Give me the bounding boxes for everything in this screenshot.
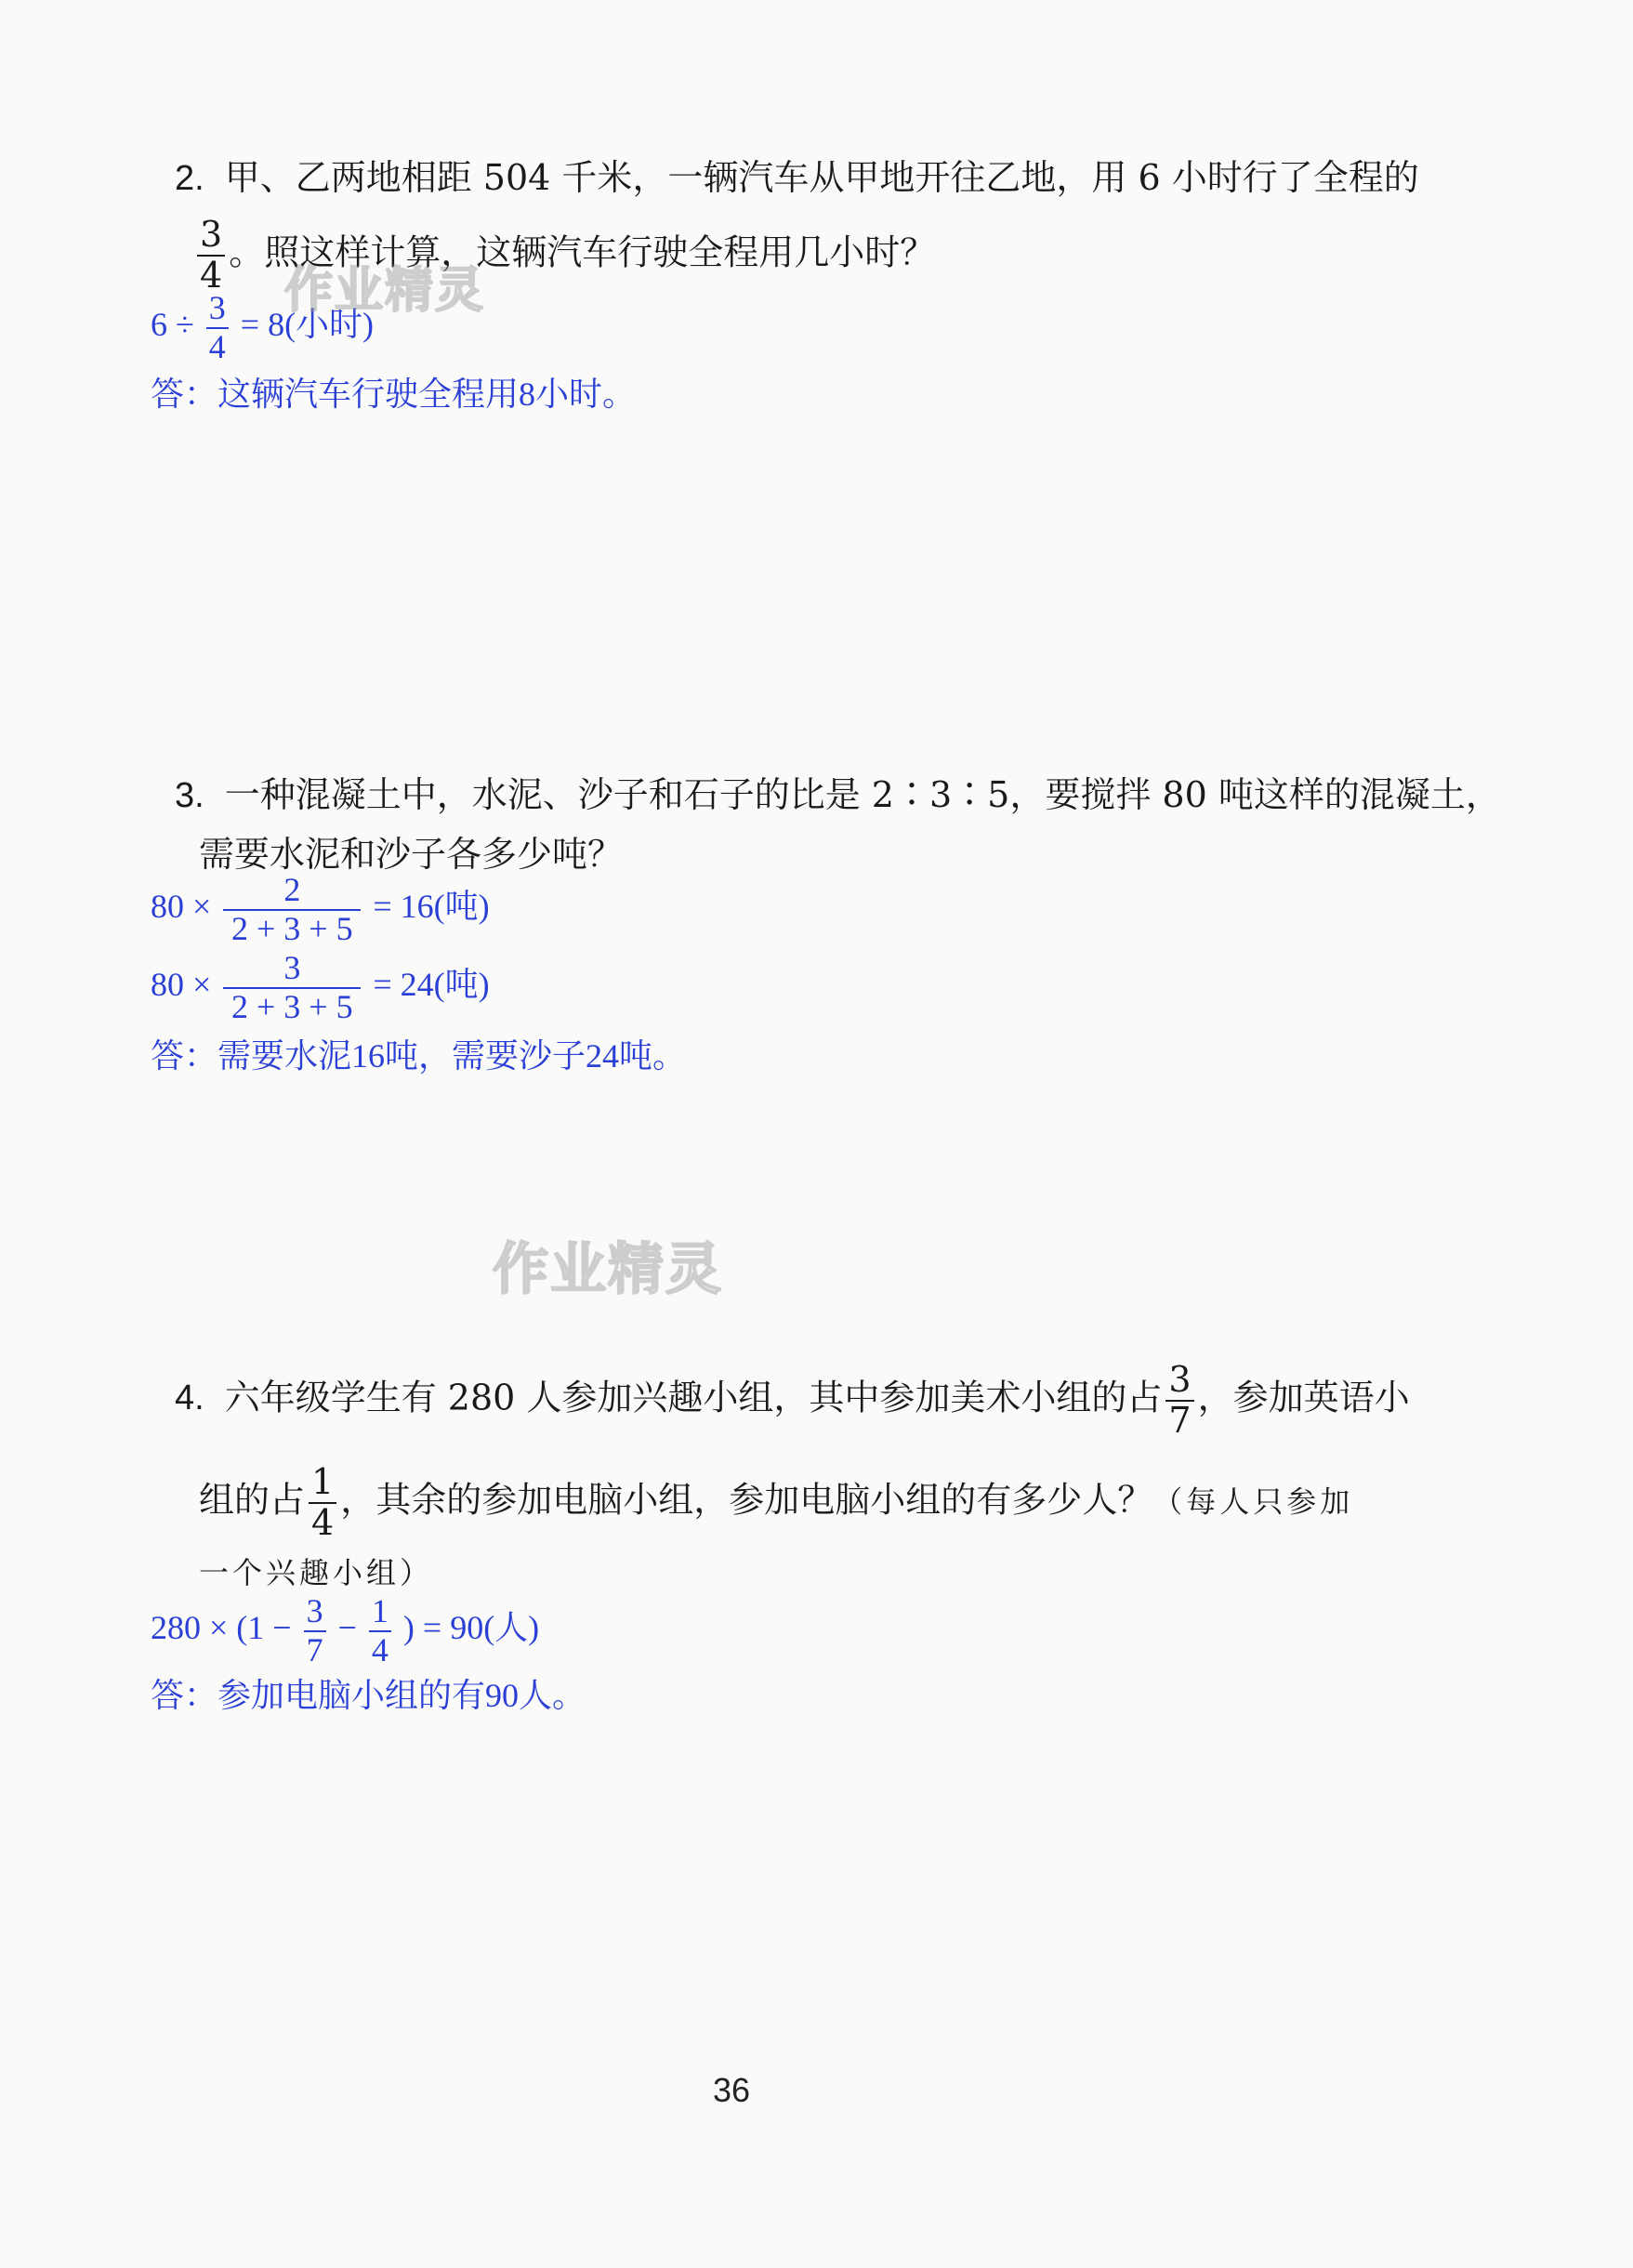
- q3-eq1-post: = 16(吨): [373, 887, 490, 925]
- q4-answer-text: 答：参加电脑小组的有90人。: [151, 1677, 586, 1714]
- q3-number: 3.: [175, 776, 204, 815]
- q2-answer-text: 答：这辆汽车行驶全程用8小时。: [151, 376, 637, 413]
- q4-eq-fraction-2: [369, 1593, 391, 1668]
- q3-eq1-pre: 80 ×: [151, 887, 212, 925]
- q2-line1: [175, 157, 1419, 198]
- q4-line2-text-a: 组的占: [199, 1479, 306, 1521]
- q4-line2-fraction-denominator: 4: [311, 1501, 335, 1543]
- q4-eq-fraction-2-denominator: 4: [371, 1630, 388, 1668]
- q3-text-line1: 一种混凝土中，水泥、沙子和石子的比是 2∶3∶5，要搅拌 80 吨这样的混凝土，: [224, 774, 1501, 815]
- q2-eq-fraction-denominator: 4: [208, 327, 226, 365]
- q2-eq-fraction-numerator: 3: [208, 289, 226, 326]
- q4-line2-fraction-numerator: 1: [311, 1461, 335, 1502]
- q3-equation-1: [151, 872, 490, 947]
- q4-number: 4.: [175, 1378, 204, 1418]
- q4-eq-minus: −: [337, 1608, 357, 1646]
- q4-line1-text-a: 六年级学生有 280 人参加兴趣小组，其中参加美术小组的占: [224, 1377, 1163, 1418]
- q3-eq1-denominator: 2 + 3 + 5: [231, 909, 353, 947]
- q4-eq-fraction-1: [304, 1593, 326, 1668]
- q4-line1-text-b: ，参加英语小: [1197, 1377, 1410, 1418]
- q4-text-line3: 一个兴趣小组）: [199, 1555, 434, 1590]
- watermark-middle: 作业精灵: [493, 1237, 723, 1302]
- q3-eq2-fraction: [223, 950, 361, 1025]
- q4-eq-fraction-1-denominator: 7: [306, 1630, 323, 1668]
- page-number: 36: [712, 2071, 751, 2109]
- q2-eq-fraction: [206, 290, 229, 365]
- q3-text-line2: 需要水泥和沙子各多少吨？: [199, 834, 624, 875]
- q2-text-line1: 甲、乙两地相距 504 千米，一辆汽车从甲地开往乙地，用 6 小时行了全程的: [224, 157, 1419, 198]
- q2-eq-post: = 8(小时): [240, 305, 375, 343]
- q4-line1: [175, 1361, 1410, 1441]
- watermark-top: 作业精灵: [284, 263, 486, 319]
- q2-text-line2: 。照这样计算，这辆汽车行驶全程用几小时？: [229, 231, 936, 273]
- q4-line1-fraction: [1165, 1361, 1193, 1441]
- q2-eq-pre: 6 ÷: [151, 305, 194, 343]
- q3-eq2-post: = 24(吨): [373, 965, 490, 1003]
- q4-line2-fraction: [309, 1463, 336, 1543]
- q4-eq-pre: 280 × (1 −: [151, 1608, 292, 1646]
- q3-answer-text: 答：需要水泥16吨，需要沙子24吨。: [151, 1037, 687, 1075]
- q4-eq-fraction-2-numerator: 1: [371, 1592, 388, 1629]
- q4-eq-post: ) = 90(人): [402, 1608, 540, 1646]
- q3-eq2-pre: 80 ×: [151, 965, 212, 1003]
- q2-number: 2.: [175, 159, 204, 198]
- q2-fraction-denominator: 4: [200, 254, 223, 296]
- q3-eq2-denominator: 2 + 3 + 5: [231, 987, 353, 1025]
- q2-fraction: [197, 216, 225, 296]
- q4-line2-text-b: ，其余的参加电脑小组，参加电脑小组的有多少人？: [340, 1479, 1153, 1521]
- q2-fraction-numerator: 3: [200, 214, 223, 255]
- q3-equation-2: [151, 950, 490, 1025]
- q4-line2-text-c: （每人只参加: [1152, 1483, 1354, 1520]
- q3-eq1-numerator: 2: [283, 871, 301, 908]
- q3-eq1-fraction: [223, 872, 361, 947]
- q4-answer-equation: [151, 1593, 539, 1668]
- q4-line1-fraction-denominator: 7: [1168, 1399, 1192, 1441]
- q4-line2: [199, 1463, 1353, 1543]
- q3-eq2-numerator: 3: [283, 949, 301, 986]
- q4-eq-fraction-1-numerator: 3: [306, 1592, 323, 1629]
- q4-line1-fraction-numerator: 3: [1168, 1359, 1192, 1400]
- q3-line1: [175, 774, 1501, 815]
